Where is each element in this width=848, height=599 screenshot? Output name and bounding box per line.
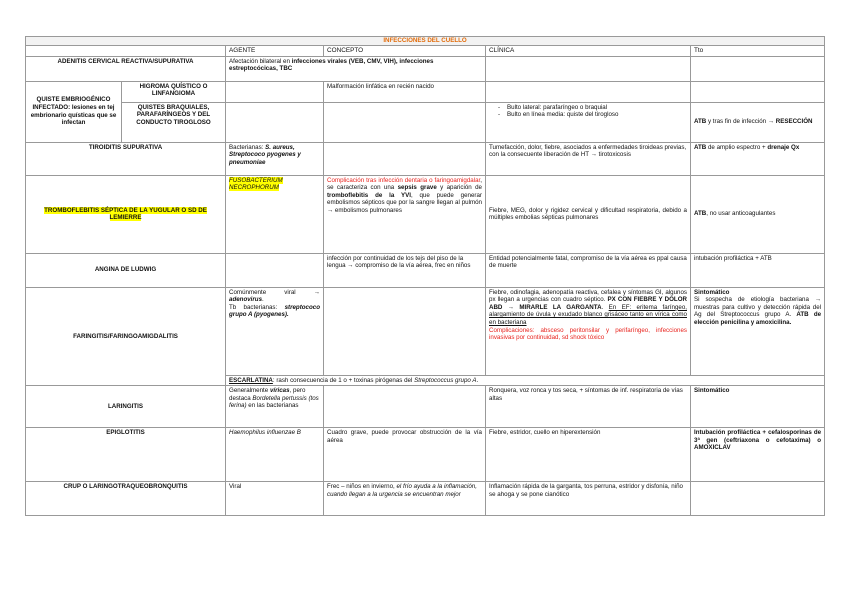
disease-adenitis: ADENITIS CERVICAL REACTIVA/SUPURATIVA <box>26 56 226 81</box>
crup-clinica: Inflamación rápida de la garganta, tos perruna, estridor y disfonía, niño se ahoga y se pone cianótico <box>486 482 691 516</box>
tiroiditis-agente: Bacterianas: S. aureus, Streptococo pyogenes y pneumoniae <box>226 142 324 175</box>
disease-lemierre: TROMBOFLEBITIS SÉPTICA DE LA YUGULAR O SD DE LEMIERRE <box>26 175 226 253</box>
ludwig-agente <box>226 253 324 287</box>
disease-ludwig: ANGINA DE LUDWIG <box>26 253 226 287</box>
crup-concepto: Frec – niños en invierno, el frío ayuda a la inflamación, cuando llegan a la urgencia se encuentran mejor <box>324 482 486 516</box>
quistes-tto: ATB y tras fin de infección → RESECCIÓN <box>691 102 825 142</box>
row-epiglotitis <box>26 428 825 482</box>
lemierre-tto: ATB, no usar anticoagulantes <box>691 175 825 253</box>
header-disease <box>26 46 226 57</box>
adenitis-tto <box>691 56 825 81</box>
row-higroma <box>26 81 825 102</box>
disease-epiglotitis: EPIGLOTITIS <box>26 428 226 482</box>
tiroiditis-concepto <box>324 142 486 175</box>
faringitis-clinica: Fiebre, odinofagia, adenopatía reactiva, cefalea y síntomas GI, algunos px llegan a urgencias con cuadro séptico. PX CON FIEBRE Y DOLOR ABD → MIRARLE LA GARGANTA. En EF: eritema faríngeo, alargamiento de úvula y exudado blanco grisáceo tanto en vírica como en bacteriana Complicaciones: absceso peritonsilar y perifaríngeo, infecciones invasivas por continuidad, sd shock tóxico <box>486 287 691 375</box>
higroma-tto <box>691 81 825 102</box>
ludwig-tto: intubación profiláctica + ATB <box>691 253 825 287</box>
adenitis-clinica <box>486 56 691 81</box>
disease-quiste-embriogenico: QUISTE EMBRIOGÉNICO INFECTADO: lesiones en tej embrionario quísticas que se infectan <box>26 81 122 142</box>
lemierre-concepto: Complicación tras infección dentaria o faringoamigdalar, se caracteriza con una sepsis grave y aparición de tromboflebitis de la YVI, que puede generar embolismos sépticos que por la sangre llegan al pulmón → embolismos pulmonares <box>324 175 486 253</box>
infections-table <box>25 36 825 516</box>
quistes-clinica <box>486 102 691 142</box>
ludwig-concepto: infección por continuidad de los tejs del piso de la lengua → compromiso de la vía aérea, frec en niños <box>324 253 486 287</box>
laringitis-concepto <box>324 386 486 428</box>
higroma-agente <box>226 81 324 102</box>
disease-faringitis: FARINGITIS/FARINGOAMIGDALITIS <box>26 287 226 386</box>
epiglotitis-clinica: Fiebre, estridor, cuello en hiperextensión <box>486 428 691 482</box>
laringitis-agente: Generalmente víricas, pero destaca Bordetella pertussis (tos ferina) en las bacterianas <box>226 386 324 428</box>
row-ludwig <box>26 253 825 287</box>
header-clinica: CLÍNICA <box>486 46 691 57</box>
lemierre-clinica: Fiebre, MEG, dolor y rigidez cervical y dificultad respiratoria, debido a múltiples embolias sépticas pulmonares <box>486 175 691 253</box>
header-concepto: CONCEPTO <box>324 46 486 57</box>
quistes-concepto <box>324 102 486 142</box>
ludwig-clinica: Entidad potencialmente fatal, compromiso de la vía aérea es ppal causa de muerte <box>486 253 691 287</box>
tiroiditis-clinica: Tumefacción, dolor, fiebre, asociados a enfermedades tiroideas previas, con la consecuente liberación de HT → tirotoxicosis <box>486 142 691 175</box>
adenitis-agente: Afectación bilateral en infecciones virales (VEB, CMV, VIH), infecciones estreptocócicas, TBC <box>226 56 486 81</box>
epiglotitis-tto: Intubación profiláctica + cefalosporinas de 3ª gen (ceftriaxona o cefotaxima) o AMOXICLAV <box>691 428 825 482</box>
table-title: INFECCIONES DEL CUELLO <box>26 37 825 46</box>
disease-quistes-braquiales: QUISTES BRAQUIALES, PARAFARÍNGEOS Y DEL CONDUCTO TIROGLOSO <box>122 102 226 142</box>
header-tto: Tto <box>691 46 825 57</box>
row-tiroiditis <box>26 142 825 175</box>
row-quistes-braquiales <box>26 102 825 142</box>
row-faringitis <box>26 287 825 375</box>
higroma-clinica <box>486 81 691 102</box>
faringitis-agente: Comúnmente viral → adenovirus. Tb bacterianas: streptococo grupo A (pyogenes). <box>226 287 324 375</box>
faringitis-tto: Sintomático Si sospecha de etiología bacteriana → muestras para cultivo y detección rápida del Ag del Streptococcus grupo A. ATB de elección penicilina y amoxicilina. <box>691 287 825 375</box>
row-laringitis <box>26 386 825 428</box>
list-item: - Bulto lateral: parafaríngeo o braquial <box>507 104 687 112</box>
faringitis-concepto <box>324 287 486 375</box>
disease-higroma: HIGROMA QUÍSTICO O LINFANGIOMA <box>122 81 226 102</box>
tiroiditis-tto: ATB de amplio espectro + drenaje Qx <box>691 142 825 175</box>
quistes-agente <box>226 102 324 142</box>
laringitis-tto: Sintomático <box>691 386 825 428</box>
lemierre-agente: FUSOBACTERIUM NECROPHORUM <box>226 175 324 253</box>
crup-agente: Viral <box>226 482 324 516</box>
disease-crup: CRUP O LARINGOTRAQUEOBRONQUITIS <box>26 482 226 516</box>
row-crup <box>26 482 825 516</box>
laringitis-clinica: Ronquera, voz ronca y tos seca, + síntomas de inf. respiratoria de vías altas <box>486 386 691 428</box>
row-lemierre <box>26 175 825 253</box>
epiglotitis-agente: Haemophilus influenzae B <box>226 428 324 482</box>
higroma-concepto: Malformación linfática en recién nacido <box>324 81 486 102</box>
disease-laringitis: LARINGITIS <box>26 386 226 428</box>
row-adenitis <box>26 56 825 81</box>
header-agente: AGENTE <box>226 46 324 57</box>
title-row <box>26 37 825 46</box>
escarlatina-note: ESCARLATINA: rash consecuencia de 1 o + toxinas pirógenas del Streptococcus grupo A. <box>226 375 825 386</box>
list-item: - Bulto en línea media: quiste del tirogloso <box>507 111 687 119</box>
crup-tto <box>691 482 825 516</box>
header-row <box>26 46 825 57</box>
disease-tiroiditis: TIROIDITIS SUPURATIVA <box>26 142 226 175</box>
epiglotitis-concepto: Cuadro grave, puede provocar obstrucción de la vía aérea <box>324 428 486 482</box>
